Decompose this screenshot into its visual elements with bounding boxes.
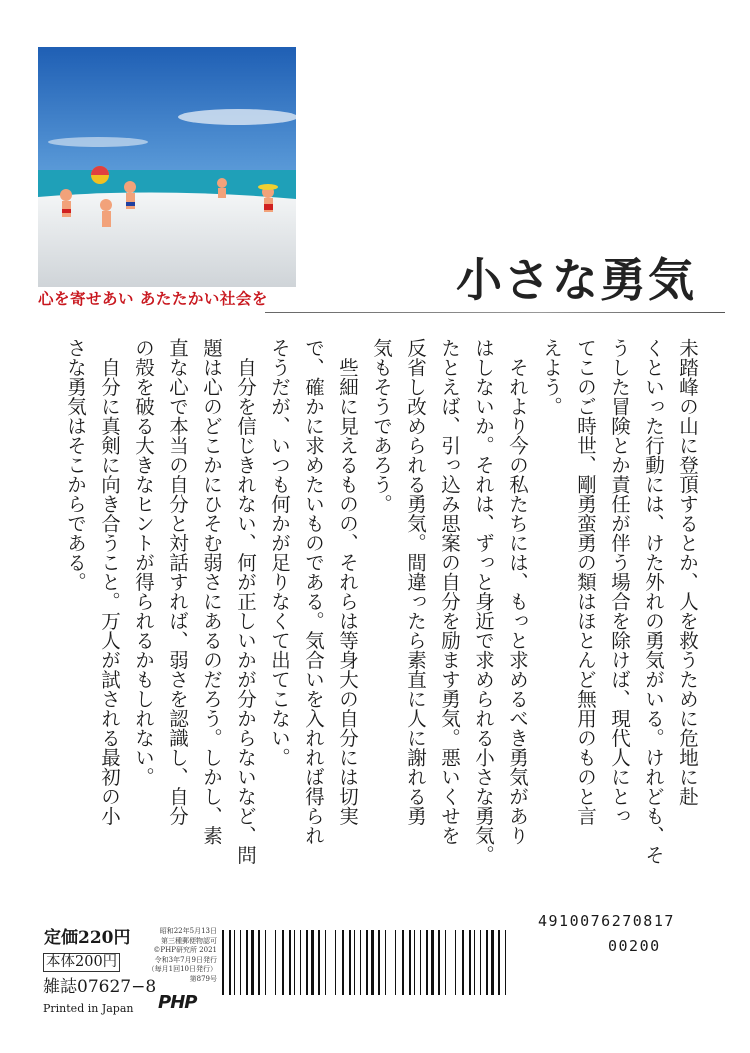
imprint-line: ©PHP研究所 2021	[153, 946, 217, 954]
imprint-line: 第879号	[189, 974, 217, 983]
barcode-bar	[325, 930, 326, 995]
essay-column: えよう。	[540, 338, 563, 416]
essay-column: の殻を破る大きなヒントが得られるかもしれない。	[132, 338, 155, 787]
essay-column: 気もそうであろう。	[370, 338, 393, 514]
barcode-bar	[222, 930, 224, 995]
barcode-bar	[486, 930, 488, 995]
essay-column: 未踏峰の山に登頂するとか、人を救うために危地に赴	[676, 338, 699, 806]
barcode-bar	[300, 930, 301, 995]
essay-column: てこのご時世、剛勇蛮勇の類はほとんど無用のものと言	[574, 338, 597, 826]
barcode-bar	[240, 930, 241, 995]
essay-column: 些細に見えるものの、それらは等身大の自分には切実	[336, 338, 359, 826]
barcode-bar	[311, 930, 314, 995]
essay-column: そうだが、いつも何かが足りなくて出てこない。	[268, 338, 291, 767]
barcode-bar	[462, 930, 464, 995]
barcode-number: 4910076270817	[538, 912, 675, 930]
barcode-bar	[275, 930, 276, 995]
imprint-line: 令和3年7月9日発行	[154, 955, 217, 964]
barcode-bar	[294, 930, 295, 995]
barcode-bar	[246, 930, 248, 995]
essay-column: たとえば、引っ込み思案の自分を励ます勇気。悪いくせを	[438, 338, 461, 845]
barcode-bar	[491, 930, 494, 995]
barcode-bar	[234, 930, 235, 995]
barcode-bar	[371, 930, 374, 995]
essay-column: 題は心のどこかにひそむ弱さにあるのだろう。しかし、素	[200, 338, 223, 845]
imprint-line: 昭和22年5月13日	[159, 927, 217, 935]
essay-column: 自分に真剣に向き合うこと。万人が試される最初の小	[98, 338, 121, 826]
essay-column: 自分を信じきれない、何が正しいかが分からないなど、問	[234, 338, 257, 865]
essay-column: 反省し改められる勇気。間違ったら素直に人に謝れる勇	[404, 338, 427, 826]
barcode	[222, 930, 516, 995]
essay-column: うした冒険とか責任が伴う場合を除けば、現代人にとっ	[608, 338, 631, 826]
barcode-bar	[258, 930, 260, 995]
barcode-bar	[438, 930, 440, 995]
barcode-bar	[505, 930, 506, 995]
essay-column: さな勇気はそこからである。	[64, 338, 87, 592]
barcode-bar	[420, 930, 421, 995]
barcode-bar	[282, 930, 284, 995]
barcode-bar	[360, 930, 361, 995]
publisher-logo: PHP	[158, 992, 197, 1013]
barcode-bar	[480, 930, 481, 995]
magazine-code: 雑誌07627−8	[43, 977, 157, 997]
base-price: 本体200円	[43, 953, 120, 972]
barcode-bar	[385, 930, 386, 995]
barcode-bar	[409, 930, 411, 995]
title-underline	[265, 312, 725, 313]
barcode-bar	[469, 930, 471, 995]
barcode-bar	[366, 930, 368, 995]
barcode-bar	[414, 930, 415, 995]
barcode-bar	[335, 930, 336, 995]
essay-column: それより今の私たちには、もっと求めるべき勇気があり	[506, 338, 529, 845]
barcode-bar	[474, 930, 475, 995]
barcode-bar	[318, 930, 320, 995]
essay-title: 小さな勇気	[456, 253, 696, 307]
barcode-bar	[378, 930, 380, 995]
barcode-bar	[498, 930, 500, 995]
barcode-bar	[251, 930, 254, 995]
essay-column: はしないか。それは、ずっと身近で求められる小さな勇気。	[472, 338, 495, 865]
barcode-bar	[455, 930, 456, 995]
cover-illustration-beach	[38, 47, 296, 287]
essay-column: くといった行動には、けた外れの勇気がいる。けれども、そ	[642, 338, 665, 865]
price: 定価220円	[44, 928, 131, 948]
barcode-bar	[349, 930, 351, 995]
printed-in-japan: Printed in Japan	[43, 1002, 134, 1015]
essay-column: 直な心で本当の自分と対話すれば、弱さを認識し、自分	[166, 338, 189, 826]
essay-body	[48, 338, 704, 865]
essay-column: で、確かに求めたいものである。気合いを入れれば得られ	[302, 338, 325, 845]
imprint-line: 第三種郵便物認可	[161, 936, 217, 945]
barcode-bar	[265, 930, 266, 995]
imprint-line: （毎月1回10日発行）	[147, 965, 217, 973]
barcode-bar	[306, 930, 308, 995]
addon-number: 00200	[608, 937, 661, 955]
barcode-bar	[426, 930, 428, 995]
barcode-bar	[431, 930, 434, 995]
cover-slogan: 心を寄せあい あたたかい社会を	[38, 289, 268, 308]
barcode-bar	[445, 930, 446, 995]
barcode-bar	[402, 930, 404, 995]
barcode-bar	[289, 930, 291, 995]
barcode-bar	[342, 930, 344, 995]
barcode-bar	[354, 930, 355, 995]
barcode-bar	[229, 930, 231, 995]
imprint-info	[142, 927, 217, 984]
barcode-bar	[395, 930, 396, 995]
